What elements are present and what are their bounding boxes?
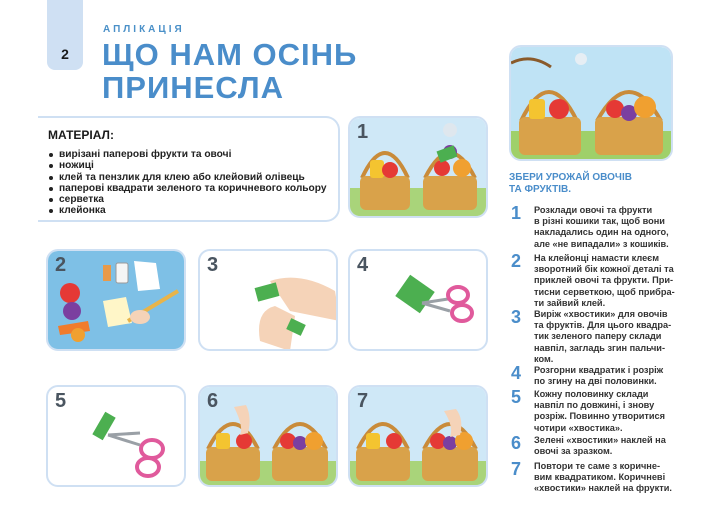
step-1-frame [348,116,488,218]
material-item: паперові квадрати зеленого та коричневого кольору [48,183,327,194]
fold-paper-illustration [200,251,338,351]
step-number: 5 [55,390,67,412]
instruction-line: Виріж «хвостики» для овочів [534,309,668,319]
instruction-line: в різні кошики так, щоб вони [534,216,665,227]
step-number: 7 [357,390,369,412]
step-number: 1 [357,121,369,143]
materials-title: МАТЕРІАЛ: [48,128,114,142]
instruction-number: 6 [511,433,522,453]
instruction-number: 5 [511,387,522,407]
page-title [102,38,402,104]
instruction-line: На клейонці намасти клеєм [534,253,660,263]
instructions-intro [509,172,679,195]
materials-box [38,116,340,222]
baskets-illustration [350,387,488,487]
step-3-frame [198,249,338,351]
baskets-illustration [350,118,488,218]
page-tab [47,0,83,70]
instruction-line: Розклади овочі та фрукти [534,205,653,215]
instruction-number: 7 [511,459,522,479]
instruction-line: накладались один на одного, [534,227,669,238]
intro-line-2: ТА ФРУКТІВ. [509,183,572,195]
finished-baskets-image [509,45,673,161]
material-item: клейонка [48,205,327,216]
step-2-frame [46,249,186,351]
instruction-line: ком. [534,353,554,364]
instruction-line: Розгорни квадратик і розріж [534,365,664,375]
step-6-frame [198,385,338,487]
instruction-line: вим квадратиком. Коричневі [534,472,666,483]
material-item: клей та пензлик для клею або клейовий олівець [48,172,327,183]
instruction-text [534,205,682,250]
step-7-frame [348,385,488,487]
instruction-line: Повтори те саме з коричне- [534,461,661,471]
baskets-illustration [200,387,338,487]
instruction-line: Кожну половинку склади [534,389,649,399]
step-number: 3 [207,254,219,276]
glue-illustration [48,251,186,351]
material-item: вирізані паперові фрукти та овочі [48,149,327,160]
material-item: серветка [48,194,327,205]
page-number: 2 [61,46,69,62]
instruction-line: та фруктів. Для цього квадра- [534,320,672,331]
instruction-number: 1 [511,203,522,223]
instruction-text [534,389,682,434]
instruction-line: приклей овочі та фрукти. При- [534,275,674,286]
materials-list [48,149,327,217]
instruction-line: по згину на дві половинки. [534,376,657,387]
instruction-line: ти зайвий клей. [534,297,606,308]
step-number: 6 [207,390,219,412]
scissors-illustration [48,387,186,487]
instruction-line: тисни серветкою, щоб прибра- [534,286,675,297]
step-number: 2 [55,254,67,276]
instruction-line: чотири «хвостика». [534,422,623,433]
intro-line-1: ЗБЕРИ УРОЖАЙ ОВОЧІВ [509,172,632,183]
instruction-line: але «не випадали» з кошиків. [534,238,669,249]
scissors-illustration [350,251,488,351]
instruction-number: 3 [511,307,522,327]
title-line-1: ЩО НАМ ОСІНЬ [102,37,358,72]
material-item: ножиці [48,160,327,171]
instruction-number: 2 [511,251,522,271]
instruction-text [534,365,682,387]
step-4-frame [348,249,488,351]
title-line-2: ПРИНЕСЛА [102,70,285,105]
section-label: АПЛІКАЦІЯ [103,24,185,35]
baskets-illustration [511,47,673,161]
instruction-line: овочі за зразком. [534,446,613,457]
instruction-text [534,435,682,457]
step-number: 4 [357,254,369,276]
instruction-text [534,461,682,495]
instruction-line: Зелені «хвостики» наклей на [534,435,666,445]
instruction-line: навпіл по довжині, і знову [534,400,655,411]
instruction-text [534,253,682,309]
instruction-line: навпіл, загладь згин пальчи- [534,342,666,353]
step-5-frame [46,385,186,487]
instruction-line: зворотний бік кожної деталі та [534,264,674,275]
instruction-line: «хвостики» наклей на фрукти. [534,483,672,494]
instruction-line: тик зеленого паперу склади [534,331,662,342]
instruction-number: 4 [511,363,522,383]
instruction-line: розріж. Повинно утворитися [534,411,665,422]
instruction-text [534,309,682,365]
